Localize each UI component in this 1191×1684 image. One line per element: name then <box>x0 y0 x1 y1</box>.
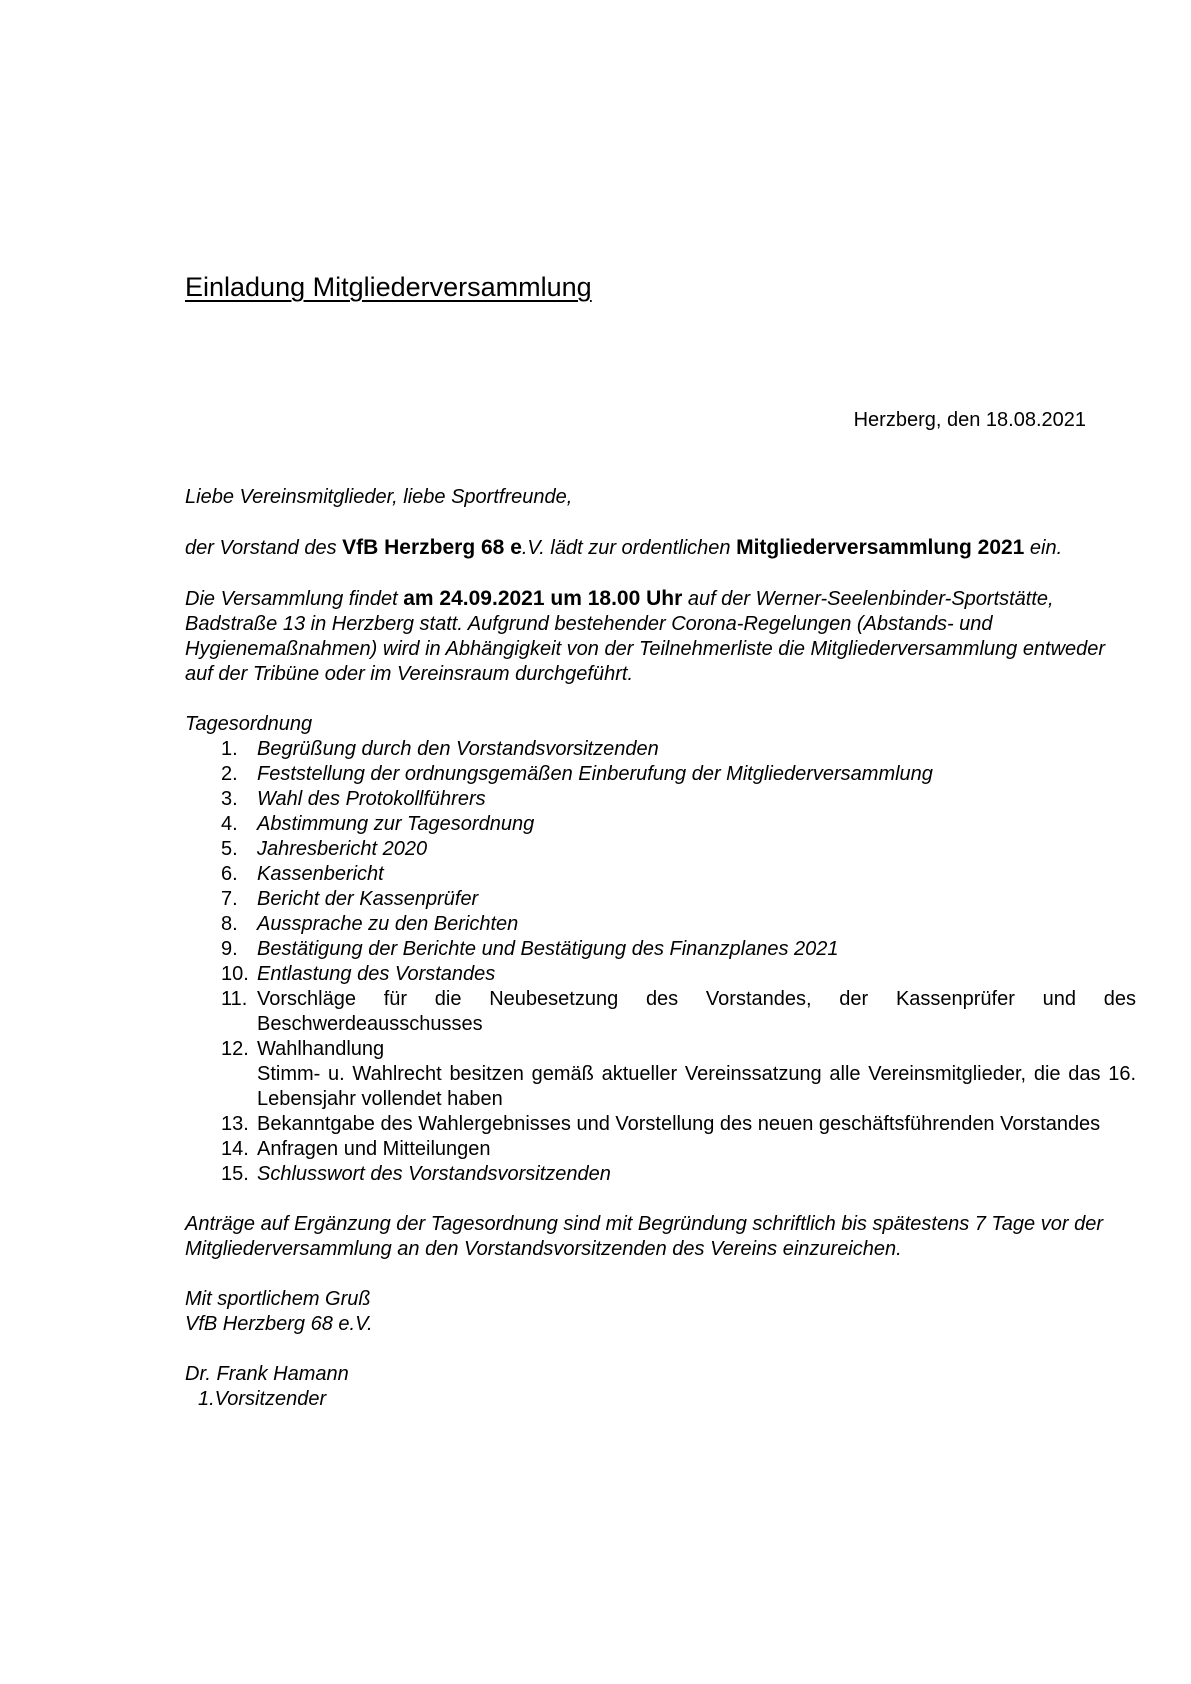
agenda-item-title: Wahl des Protokollführers <box>257 788 486 810</box>
club-name-suffix: .V. <box>521 537 545 559</box>
agenda-item-number-text: 15. <box>221 1163 249 1185</box>
agenda-item-number-text: 13. <box>221 1113 249 1135</box>
agenda-item-title: Aussprache zu den Berichten <box>257 913 519 935</box>
agenda-item-title: Vorschläge für die Neubesetzung des Vorstandes, der Kassenprüfer und des Beschwerdeausschusses <box>257 988 1136 1035</box>
agenda-item <box>185 937 1136 962</box>
venue-text-1: Die Versammlung findet <box>185 588 404 610</box>
agenda-item-number <box>185 862 257 887</box>
agenda-item <box>185 1037 1136 1112</box>
agenda-item-number <box>185 962 257 987</box>
agenda-item-title: Wahlhandlung <box>257 1038 385 1060</box>
agenda-item-number-text: 4. <box>221 813 238 835</box>
agenda-item-text <box>257 862 1136 887</box>
signature-role: 1.Vorsitzender <box>198 1388 327 1410</box>
agenda-item-number-text: 7. <box>221 888 238 910</box>
agenda-item <box>185 762 1136 787</box>
intro-text-2: lädt zur ordentlichen <box>544 537 737 559</box>
agenda-item-text <box>257 962 1136 987</box>
agenda-item <box>185 1162 1136 1187</box>
agenda-item-number <box>185 937 257 962</box>
agenda-item <box>185 1112 1136 1137</box>
agenda-item-title: Begrüßung durch den Vorstandsvorsitzenden <box>257 738 659 760</box>
agenda-item-number <box>185 1137 257 1162</box>
agenda-item-number-text: 1. <box>221 738 238 760</box>
agenda-item-text <box>257 1162 1136 1187</box>
agenda-item <box>185 1137 1136 1162</box>
agenda-heading: Tagesordnung <box>185 713 313 735</box>
agenda-item-number <box>185 762 257 787</box>
venue-text-2: auf der Werner-Seelenbinder-Sportstätte, Badstraße 13 in Herzberg statt. Aufgrund bestehender Corona-Regelungen (Abstands- und Hygienemaßnahmen) wird in Abhängigkeit von der Teilnehmerliste die Mitgliederversammlung entweder auf der Tribüne oder im Vereinsraum durchgeführt. <box>185 588 1106 685</box>
agenda-item-title: Feststellung der ordnungsgemäßen Einberufung der Mitgliederversammlung <box>257 763 933 785</box>
agenda-item-text <box>257 787 1136 812</box>
meeting-name: Mitgliederversammlung 2021 <box>736 536 1025 559</box>
agenda-item-text <box>257 912 1136 937</box>
agenda-item-title: Anfragen und Mitteilungen <box>257 1138 491 1160</box>
agenda-item-number-text: 14. <box>221 1138 249 1160</box>
agenda-item <box>185 862 1136 887</box>
letter-body <box>185 485 1136 1412</box>
agenda-item <box>185 737 1136 762</box>
agenda-item-text <box>257 1112 1136 1137</box>
agenda-item-title: Schlusswort des Vorstandsvorsitzenden <box>257 1163 611 1185</box>
letter-page <box>185 0 1136 1684</box>
agenda-item-title: Bekanntgabe des Wahlergebnisses und Vorstellung des neuen geschäftsführenden Vorstandes <box>257 1113 1101 1135</box>
document-title: Einladung Mitgliederversammlung <box>185 272 592 302</box>
closing-note: Anträge auf Ergänzung der Tagesordnung sind mit Begründung schriftlich bis spätestens 7 Tage vor der Mitgliederversammlung an den Vorstandsvorsitzenden des Vereins einzureichen. <box>185 1213 1103 1260</box>
agenda-item <box>185 812 1136 837</box>
agenda-item-title: Bestätigung der Berichte und Bestätigung des Finanzplanes 2021 <box>257 938 839 960</box>
agenda-item-text <box>257 837 1136 862</box>
agenda-item-number-text: 10. <box>221 963 249 985</box>
agenda-item-number <box>185 737 257 762</box>
agenda-item-number <box>185 987 257 1037</box>
club-name: VfB Herzberg 68 e <box>342 536 522 559</box>
agenda-item-number-text: 6. <box>221 863 238 885</box>
salutation-line-2: VfB Herzberg 68 e.V. <box>185 1313 373 1335</box>
agenda-item-text <box>257 987 1136 1037</box>
agenda-item-text <box>257 937 1136 962</box>
agenda-item-number <box>185 787 257 812</box>
agenda-item-number-text: 3. <box>221 788 238 810</box>
agenda-item-note: Stimm- u. Wahlrecht besitzen gemäß aktueller Vereinssatzung alle Vereinsmitglieder, die das 16. Lebensjahr vollendet haben <box>257 1063 1136 1110</box>
intro-text-3: ein. <box>1024 537 1063 559</box>
agenda-item <box>185 887 1136 912</box>
agenda-item-number <box>185 1037 257 1112</box>
meeting-date-time: am 24.09.2021 um 18.00 Uhr <box>403 587 683 610</box>
agenda-item-number <box>185 1162 257 1187</box>
agenda-item-number <box>185 887 257 912</box>
agenda-item <box>185 837 1136 862</box>
agenda-item-title: Jahresbericht 2020 <box>257 838 428 860</box>
agenda-item-number <box>185 1112 257 1137</box>
agenda-item-text <box>257 887 1136 912</box>
agenda-item-text <box>257 812 1136 837</box>
agenda-item-number-text: 11. <box>221 988 248 1010</box>
agenda-item-number-text: 5. <box>221 838 238 860</box>
salutation-line-1: Mit sportlichem Gruß <box>185 1288 371 1310</box>
agenda-item-text <box>257 762 1136 787</box>
agenda-item-title: Kassenbericht <box>257 863 384 885</box>
agenda-item-number <box>185 812 257 837</box>
intro-text-1: der Vorstand des <box>185 537 343 559</box>
agenda-item <box>185 787 1136 812</box>
agenda-item-number <box>185 837 257 862</box>
agenda-item-number-text: 8. <box>221 913 238 935</box>
agenda-item-number-text: 2. <box>221 763 238 785</box>
place-and-date: Herzberg, den 18.08.2021 <box>853 409 1086 431</box>
signature-name: Dr. Frank Hamann <box>185 1363 349 1385</box>
agenda-list <box>185 737 1136 1187</box>
agenda-item-title: Abstimmung zur Tagesordnung <box>257 813 535 835</box>
greeting: Liebe Vereinsmitglieder, liebe Sportfreunde, <box>185 486 573 508</box>
venue-paragraph <box>185 586 1136 687</box>
agenda-item-number-text: 9. <box>221 938 238 960</box>
agenda-item-text <box>257 1037 1136 1112</box>
agenda-item-title: Entlastung des Vorstandes <box>257 963 496 985</box>
agenda-item-number <box>185 912 257 937</box>
agenda-item-text <box>257 737 1136 762</box>
intro-paragraph <box>185 535 1136 561</box>
agenda-item-title: Bericht der Kassenprüfer <box>257 888 479 910</box>
agenda-item-text <box>257 1137 1136 1162</box>
agenda-item <box>185 987 1136 1037</box>
agenda-item <box>185 962 1136 987</box>
agenda-item <box>185 912 1136 937</box>
agenda-item-number-text: 12. <box>221 1038 249 1060</box>
